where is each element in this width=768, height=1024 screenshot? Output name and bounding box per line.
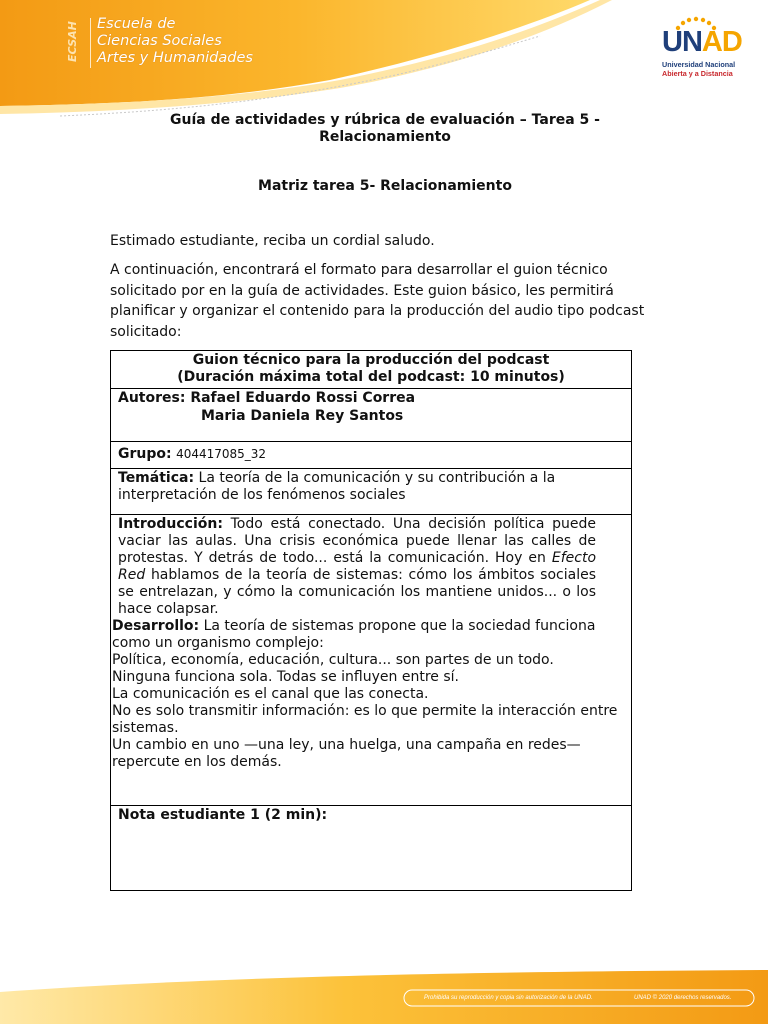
tematica-value: La teoría de la comunicación y su contribución a la interpretación de los fenómenos sociales (118, 470, 556, 503)
desarrollo-cell[interactable] (111, 515, 632, 806)
title-line-1: Guía de actividades y rúbrica de evaluación – Tarea 5 - (170, 112, 600, 128)
grupo-cell[interactable] (111, 442, 632, 469)
unad-ad: AD (701, 26, 742, 58)
autores-cell[interactable] (111, 389, 632, 442)
school-name (97, 16, 253, 67)
unad-subtitle-2: Abierta y a Distancia (662, 69, 733, 78)
unad-subtitle-1: Universidad Nacional (662, 60, 736, 69)
desarrollo-line: La comunicación es el canal que las conecta. (112, 686, 429, 702)
unad-un: UN (662, 26, 702, 58)
table-header-cell (111, 351, 632, 389)
desarrollo-line: Un cambio en uno —una ley, una huelga, una campaña en redes— repercute en los demás. (112, 737, 581, 770)
greeting-text: Estimado estudiante, reciba un cordial saludo. (110, 233, 435, 249)
table-header-line-2: (Duración máxima total del podcast: 10 minutos) (177, 369, 565, 385)
introduccion-italic: Efecto Red (118, 550, 597, 583)
tematica-label: Temática: (118, 470, 195, 486)
header-separator (90, 18, 91, 68)
table-header-line-1: Guion técnico para la producción del podcast (192, 352, 550, 368)
guion-table (110, 350, 632, 891)
nota-estudiante-cell[interactable] (111, 806, 632, 891)
desarrollo-line: Política, economía, educación, cultura... son partes de un todo. (112, 652, 554, 668)
grupo-label: Grupo: (118, 446, 172, 462)
unad-logo-wordmark (662, 26, 742, 59)
autores-label: Autores: (118, 390, 186, 406)
introduccion-part-1: Todo está conectado. Una decisión política puede vaciar las aulas. Una crisis económica puede llenar las calles de protestas. Y detrás de todo... está la comunicación. Hoy en (118, 516, 596, 566)
tematica-cell[interactable] (111, 469, 632, 515)
document-title (130, 112, 640, 146)
intro-paragraph: A continuación, encontrará el formato para desarrollar el guion técnico solicitado por en la guía de actividades. Este guion básico, les permitirá planificar y organizar el contenido para la producción del audio tipo podcast solicitado: (110, 262, 645, 340)
desarrollo-line: No es solo transmitir información: es lo que permite la interacción entre sistemas. (112, 703, 618, 736)
school-line-3: Artes y Humanidades (97, 50, 253, 66)
desarrollo-label: Desarrollo: (112, 618, 200, 634)
introduccion-paragraph (111, 515, 631, 618)
footer-copyright-notice: Prohibida su reproducción y copia sin autorización de la UNAD. (424, 995, 593, 1001)
desarrollo-paragraph (111, 618, 631, 652)
introduccion-label: Introducción: (118, 516, 223, 532)
autor-2: Maria Daniela Rey Santos (201, 408, 404, 424)
title-line-2: Relacionamiento (319, 129, 451, 145)
autores-line-1 (111, 389, 631, 407)
footer-rights: UNAD © 2020 derechos reservados. (634, 995, 732, 1001)
autor-1: Rafael Eduardo Rossi Correa (190, 390, 416, 406)
introduccion-part-2: hablamos de la teoría de sistemas: cómo los ámbitos sociales se entrelazan, y cómo la comunicación los mantiene unidos... o los hace colapsar. (118, 567, 597, 617)
school-line-1: Escuela de (97, 16, 176, 32)
document-subtitle: Matriz tarea 5- Relacionamiento (258, 178, 512, 194)
ecsah-vertical-label: ECSAH (66, 21, 79, 63)
desarrollo-first: La teoría de sistemas propone que la sociedad funciona como un organismo complejo: (112, 618, 596, 651)
nota-estudiante-label: Nota estudiante 1 (2 min): (118, 807, 328, 823)
grupo-value: 404417085_32 (176, 447, 267, 461)
school-line-2: Ciencias Sociales (97, 33, 222, 49)
desarrollo-line: Ninguna funciona sola. Todas se influyen entre sí. (112, 669, 459, 685)
